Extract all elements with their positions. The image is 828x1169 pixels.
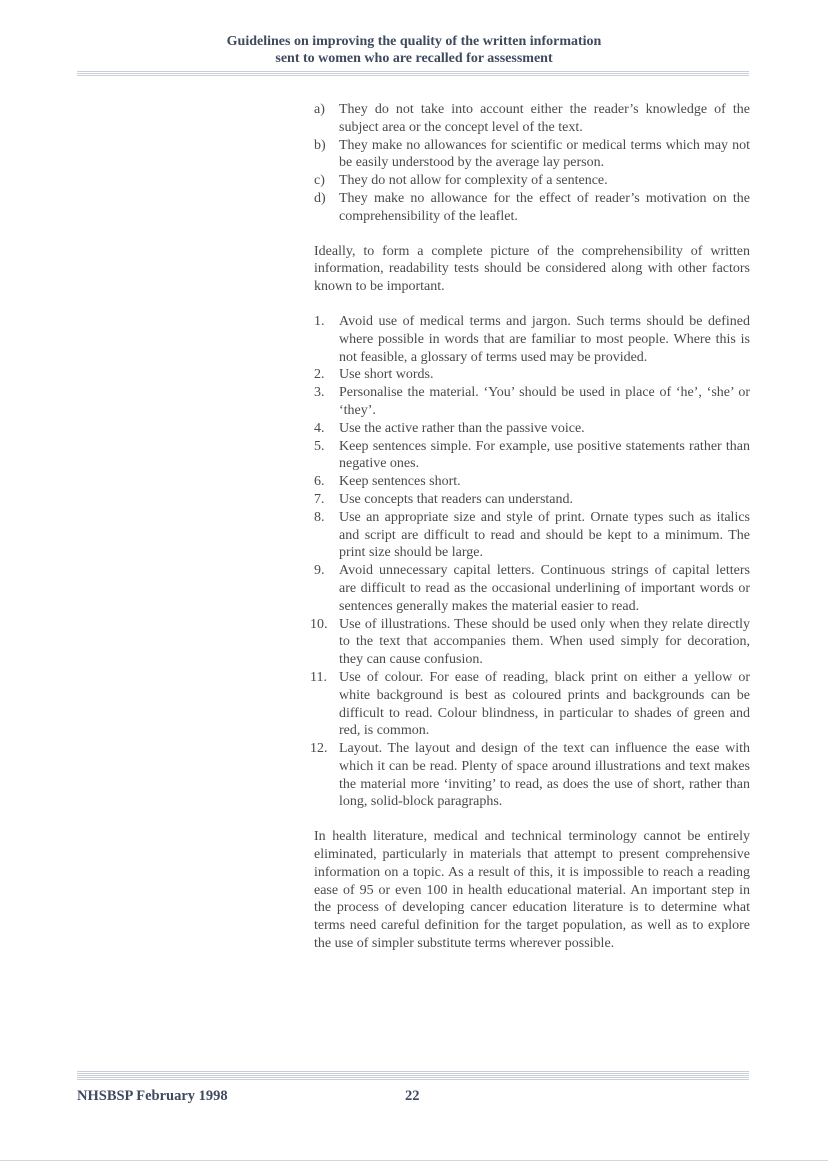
guidelines-list <box>310 313 750 811</box>
list-item <box>314 190 750 226</box>
list-marker: a) <box>314 102 325 117</box>
list-marker: b) <box>314 137 326 153</box>
header-line-2: sent to women who are recalled for assessment <box>275 51 553 66</box>
list-item-text: They make no allowances for scientific or medical terms which may not be easily understood by the average lay person. <box>339 137 750 171</box>
list-marker: 3. <box>314 385 325 401</box>
list-item-text: Personalise the material. ‘You’ should be used in place of ‘he’, ‘she’ or ‘they’. <box>339 385 750 418</box>
list-marker: 10. <box>310 616 328 632</box>
list-item-text: Use of colour. For ease of reading, black print on either a yellow or white background is best as coloured prints and backgrounds can be difficult to read. Colour blindness, in particular to shades of green and red, is common. <box>339 669 750 739</box>
list-marker: c) <box>314 173 325 189</box>
list-marker: 5. <box>314 438 325 454</box>
page-edge-divider <box>0 1160 828 1161</box>
paragraph-terminology: In health literature, medical and technical terminology cannot be entirely eliminated, particularly in materials that attempt to present comprehensive information on a topic. As a result of this, it is impossible to reach a reading ease of 95 or even 100 in health educational material. An important step in the process of developing cancer education literature is to determine what terms need careful definition for the target population, as well as to explore the use of simpler substitute terms wherever possible. <box>314 829 750 952</box>
paragraph-readability: Ideally, to form a complete picture of the comprehensibility of written information, readability tests should be considered along with other factors known to be important. <box>314 243 750 295</box>
body-text <box>310 101 750 953</box>
list-marker: 9. <box>314 563 325 579</box>
footer-rule <box>77 1071 749 1081</box>
list-item-text: Avoid use of medical terms and jargon. Such terms should be defined where possible in words that are familiar to most people. Where this is not feasible, a glossary of terms used may be provided. <box>339 313 750 365</box>
list-item <box>314 491 750 509</box>
list-item-text: Keep sentences simple. For example, use positive statements rather than negative ones. <box>339 438 750 472</box>
header-line-1: Guidelines on improving the quality of the written information <box>226 34 602 49</box>
list-marker: 4. <box>314 420 325 436</box>
list-item-text: Use concepts that readers can understand. <box>339 491 574 507</box>
page-header <box>0 33 828 67</box>
list-item <box>310 616 750 669</box>
list-marker: 7. <box>314 491 325 507</box>
list-item-text: Use short words. <box>339 367 434 383</box>
list-marker: 11. <box>310 669 327 685</box>
list-item <box>314 509 750 562</box>
list-marker: 12. <box>310 741 328 757</box>
list-marker: 6. <box>314 474 325 490</box>
list-item <box>310 669 750 740</box>
list-item <box>314 137 750 173</box>
list-item <box>314 101 750 137</box>
list-marker: d) <box>314 190 326 206</box>
list-item-text: Keep sentences short. <box>339 474 461 490</box>
list-item <box>314 420 750 438</box>
list-item-text: Use an appropriate size and style of print. Ornate types such as italics and script are difficult to read and should be kept to a minimum. The print size should be large. <box>339 509 750 561</box>
footer-publication: NHSBSP February 1998 <box>77 1088 228 1104</box>
limitations-list <box>314 101 750 226</box>
list-item <box>314 172 750 190</box>
list-marker: 2. <box>314 367 325 383</box>
list-item-text: They make no allowance for the effect of reader’s motivation on the comprehensibility of the leaflet. <box>339 190 750 224</box>
list-item <box>314 438 750 474</box>
list-item-text: Use the active rather than the passive voice. <box>339 420 585 436</box>
list-marker: 1. <box>314 313 325 329</box>
list-item <box>314 562 750 615</box>
list-item <box>314 384 750 420</box>
list-item <box>314 473 750 491</box>
list-item-text: They do not take into account either the reader’s knowledge of the subject area or the concept level of the text. <box>339 102 750 135</box>
list-marker: 8. <box>314 509 325 525</box>
list-item <box>314 313 750 366</box>
list-item-text: Avoid unnecessary capital letters. Continuous strings of capital letters are difficult to read as the occasional underlining of important words or sentences generally makes the material easier to read. <box>339 563 750 614</box>
page-number: 22 <box>405 1088 420 1104</box>
list-item-text: Use of illustrations. These should be used only when they relate directly to the text that accompanies them. When used simply for decoration, they can cause confusion. <box>339 616 750 668</box>
list-item <box>314 366 750 384</box>
list-item-text: Layout. The layout and design of the text can influence the ease with which it can be read. Plenty of space around illustrations and text makes the material more ‘inviting’ to read, as does the use of short, rather than long, solid-block paragraphs. <box>339 741 750 810</box>
list-item-text: They do not allow for complexity of a sentence. <box>339 173 608 189</box>
list-item <box>310 740 750 811</box>
header-rule <box>77 71 749 77</box>
